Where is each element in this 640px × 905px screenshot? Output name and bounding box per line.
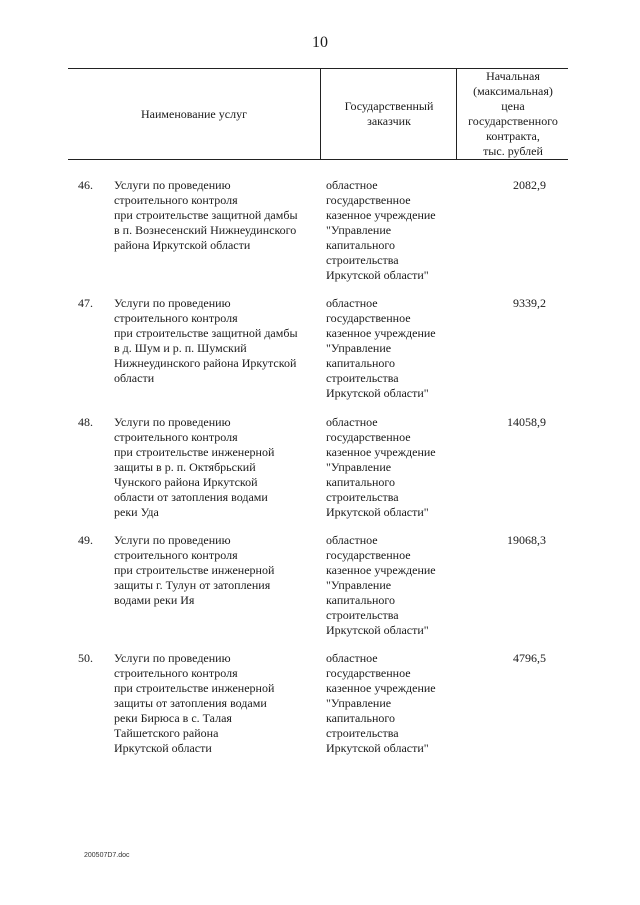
row-description: Услуги по проведению строительного контроля при строительстве инженерной защиты в р. п. Октябрьский Чунского района Иркутской области от затопления водами реки Уда — [114, 415, 275, 519]
row-number: 47. — [78, 296, 93, 310]
row-description: Услуги по проведению строительного контроля при строительстве инженерной защиты г. Тулун от затопления водами реки Ия — [114, 533, 275, 607]
row-number: 50. — [78, 651, 93, 665]
table-row — [68, 651, 568, 761]
row-price: 19068,3 — [507, 533, 546, 547]
row-description: Услуги по проведению строительного контроля при строительстве инженерной защиты от затопления водами реки Бирюса в с. Талая Тайшетского района Иркутской области — [114, 651, 275, 755]
header-service-name: Наименование услуг — [141, 106, 247, 121]
row-price: 9339,2 — [513, 296, 546, 310]
header-price: Начальная (максимальная) цена государственного контракта, тыс. рублей — [456, 69, 569, 159]
table-row — [68, 415, 568, 525]
row-customer: областное государственное казенное учреждение "Управление капитального строительства Иркутской области" — [326, 415, 436, 519]
row-number: 48. — [78, 415, 93, 429]
table-header — [68, 68, 568, 160]
row-description: Услуги по проведению строительного контроля при строительстве защитной дамбы в д. Шум и р. п. Шумский Нижнеудинского района Иркутской области — [114, 296, 298, 385]
row-price: 2082,9 — [513, 178, 546, 192]
row-customer: областное государственное казенное учреждение "Управление капитального строительства Иркутской области" — [326, 533, 436, 637]
row-customer: областное государственное казенное учреждение "Управление капитального строительства Иркутской области" — [326, 296, 436, 400]
page-number: 10 — [312, 34, 328, 51]
header-customer: Государственный заказчик — [320, 69, 457, 159]
row-description: Услуги по проведению строительного контроля при строительстве защитной дамбы в п. Вознесенский Нижнеудинского района Иркутской области — [114, 178, 298, 252]
row-price: 14058,9 — [507, 415, 546, 429]
footer-filename: 200507D7.doc — [84, 852, 130, 859]
row-number: 46. — [78, 178, 93, 192]
row-number: 49. — [78, 533, 93, 547]
table-row — [68, 178, 568, 288]
row-customer: областное государственное казенное учреждение "Управление капитального строительства Иркутской области" — [326, 651, 436, 755]
row-price: 4796,5 — [513, 651, 546, 665]
table-row — [68, 296, 568, 406]
row-customer: областное государственное казенное учреждение "Управление капитального строительства Иркутской области" — [326, 178, 436, 282]
services-table — [68, 68, 568, 755]
table-row — [68, 533, 568, 643]
